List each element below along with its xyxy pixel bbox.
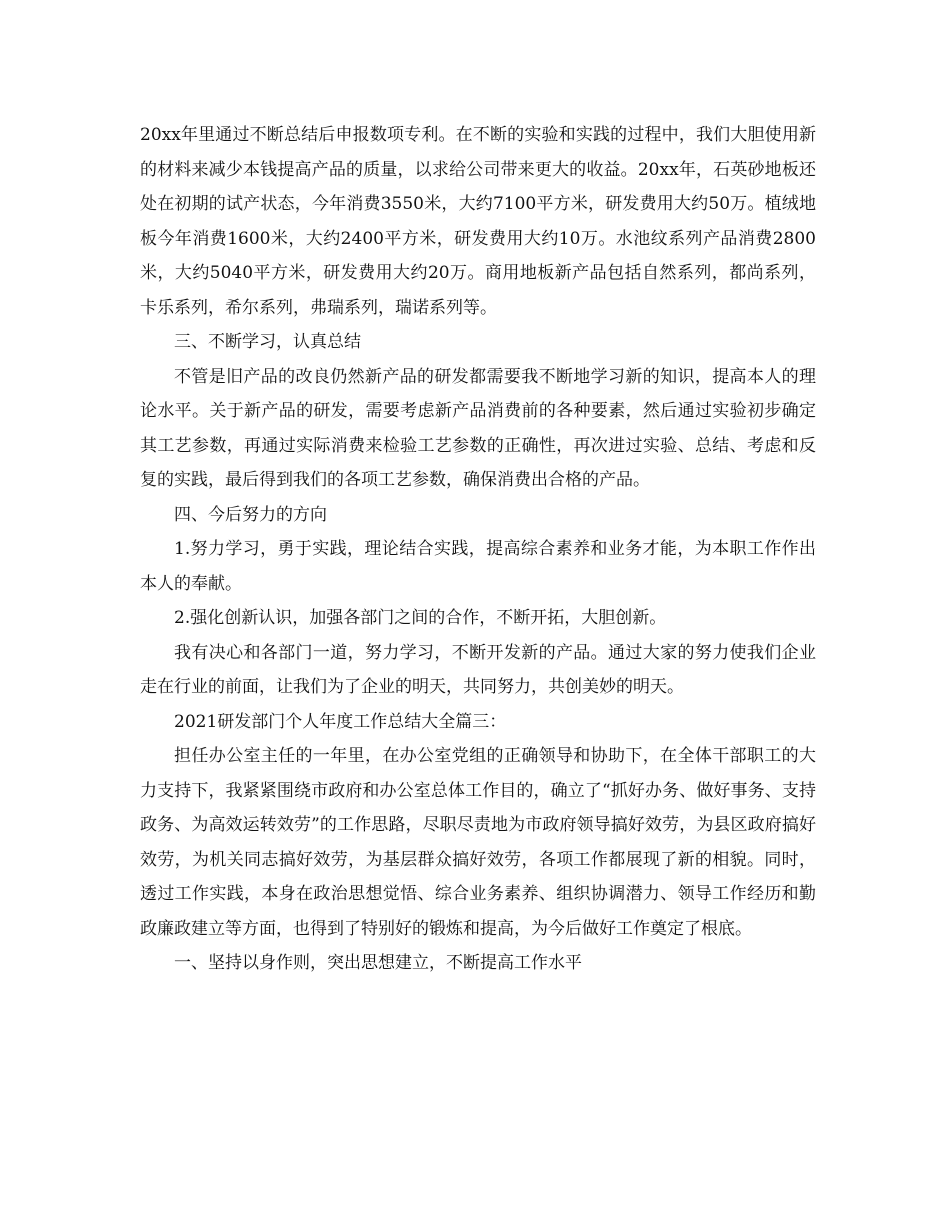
paragraph-patents-materials-products: 20xx年里通过不断总结后申报数项专利。在不断的实验和实践的过程中，我们大胆使用新的材料来减少本钱提高产品的质量，以求给公司带来更大的收益。20xx年，石英砂地板还处在初期的试产状态，今年消费3550米，大约7100平方米，研发费用大约50万。植绒地板今年消费1600米，大约2400平方米，研发费用大约10万。水池纹系列产品消费2800米，大约5040平方米，研发费用大约20万。商用地板新产品包括自然系列，都尚系列，卡乐系列，希尔系列，弗瑞系列，瑞诺系列等。 (140, 125, 816, 318)
document-body (140, 118, 816, 981)
paragraph-office-director: 担任办公室主任的一年里，在办公室党组的正确领导和协助下，在全体干部职工的大力支持下，我紧紧围绕市政府和办公室总体工作目的，确立了“抓好办务、做好事务、支持政务、为高效运转效劳”的工作思路，尽职尽责地为市政府领导搞好效劳，为县区政府搞好效劳，为机关同志搞好效劳，为基层群众搞好效劳，各项工作都展现了新的相貌。同时，透过工作实践，本身在政治思想觉悟、综合业务素养、组织协调潜力、领导工作经历和勤政廉政建立等方面，也得到了特别好的锻炼和提高，为今后做好工作奠定了根底。 (140, 746, 816, 939)
paragraph-learning: 不管是旧产品的改良仍然新产品的研发都需要我不断地学习新的知识，提高本人的理论水平。关于新产品的研发，需要考虑新产品消费前的各种要素，然后通过实验初步确定其工艺参数，再通过实际消费来检验工艺参数的正确性，再次进过实验、总结、考虑和反复的实践，最后得到我们的各项工艺参数，确保消费出合格的产品。 (140, 366, 816, 490)
heading-article-three: 2021研发部门个人年度工作总结大全篇三： (174, 711, 507, 732)
heading-section-one: 一、坚持以身作则，突出思想建立，不断提高工作水平 (174, 953, 582, 973)
list-item-1: 1.努力学习，勇于实践，理论结合实践，提高综合素养和业务才能，为本职工作作出本人的奉献。 (140, 539, 816, 594)
paragraph-resolution: 我有决心和各部门一道，努力学习，不断开发新的产品。通过大家的努力使我们企业走在行业的前面，让我们为了企业的明天，共同努力，共创美妙的明天。 (140, 642, 816, 697)
list-item-2: 2.强化创新认识，加强各部门之间的合作，不断开拓，大胆创新。 (174, 608, 667, 628)
heading-section-four: 四、今后努力的方向 (174, 504, 327, 525)
heading-section-three: 三、不断学习，认真总结 (174, 332, 361, 352)
